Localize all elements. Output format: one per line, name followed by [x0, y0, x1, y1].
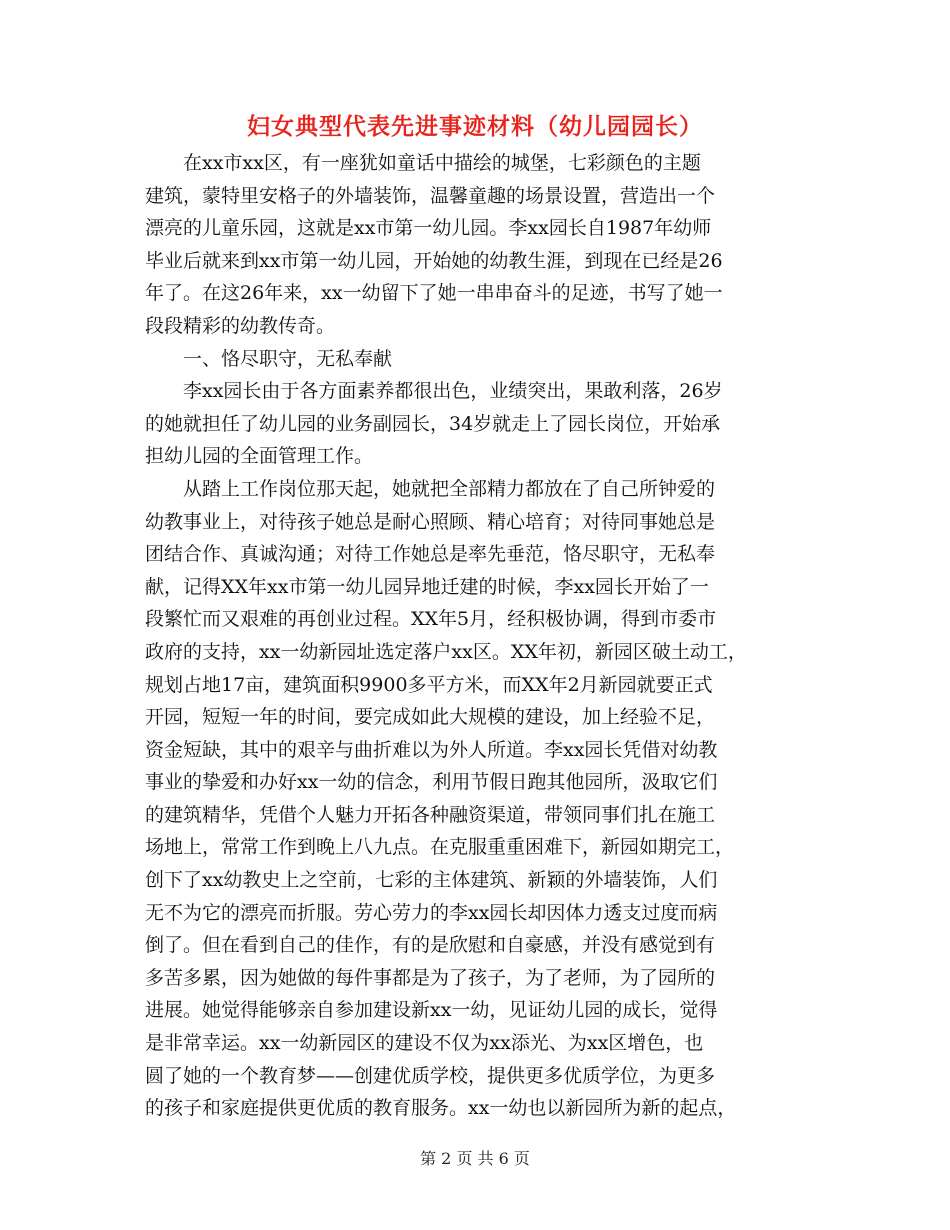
text-line: 年了。在这26年来，xx一幼留下了她一串串奋斗的足迹，书写了她一 [145, 282, 723, 305]
text-line: 规划占地17亩，建筑面积9900多平方米，而XX年2月新园就要正式 [145, 673, 713, 696]
text-line: 是非常幸运。xx一幼新园区的建设不仅为xx添光、为xx区增色，也 [145, 1032, 704, 1055]
text-line: 事业的挚爱和办好xx一幼的信念，利用节假日跑其他园所，汲取它们 [145, 771, 718, 794]
text-line: 场地上，常常工作到晚上八九点。在克服重重困难下，新园如期完工， [145, 836, 735, 859]
text-line: 进展。她觉得能够亲自参加建设新xx一幼，见证幼儿园的成长，觉得 [145, 999, 718, 1022]
page-footer: 第 2 页 共 6 页 [420, 1149, 530, 1168]
text-line: 从踏上工作岗位那天起，她就把全部精力都放在了自己所钟爱的 [183, 477, 716, 500]
text-line: 段段精彩的幼教传奇。 [145, 314, 336, 337]
text-line: 献，记得XX年xx市第一幼儿园异地迁建的时候，李xx园长开始了一 [145, 575, 709, 598]
text-line: 的孩子和家庭提供更优质的教育服务。xx一幼也以新园所为新的起点， [145, 1097, 737, 1120]
text-line: 圆了她的一个教育梦——创建优质学校，提供更多优质学位，为更多 [145, 1064, 716, 1087]
text-line: 李xx园长由于各方面素养都很出色，业绩突出，果敢利落，26岁 [183, 380, 723, 403]
section-heading: 一、恪尽职守，无私奉献 [183, 347, 393, 370]
text-line: 毕业后就来到xx市第一幼儿园，开始她的幼教生涯，到现在已经是26 [145, 249, 723, 272]
text-line: 建筑，蒙特里安格子的外墙装饰，温馨童趣的场景设置，营造出一个 [145, 184, 716, 207]
text-line: 担幼儿园的全面管理工作。 [145, 445, 374, 468]
text-line: 幼教事业上，对待孩子她总是耐心照顾、精心培育；对待同事她总是 [145, 510, 716, 533]
text-line: 倒了。但在看到自己的佳作，有的是欣慰和自豪感，并没有感觉到有 [145, 934, 716, 957]
document-body [145, 147, 825, 1125]
text-line: 开园，短短一年的时间，要完成如此大规模的建设，加上经验不足， [145, 706, 716, 729]
text-line: 多苦多累，因为她做的每件事都是为了孩子，为了老师，为了园所的 [145, 966, 716, 989]
text-line: 资金短缺，其中的艰辛与曲折难以为外人所道。李xx园长凭借对幼教 [145, 738, 718, 761]
document-title: 妇女典型代表先进事迹材料（幼儿园园长） [247, 113, 703, 140]
text-line: 无不为它的漂亮而折服。劳心劳力的李xx园长却因体力透支过度而病 [145, 901, 718, 924]
text-line: 团结合作、真诚沟通；对待工作她总是率先垂范，恪尽职守，无私奉 [145, 543, 716, 566]
text-line: 段繁忙而又艰难的再创业过程。XX年5月，经积极协调，得到市委市 [145, 608, 717, 631]
text-line: 漂亮的儿童乐园，这就是xx市第一幼儿园。李xx园长自1987年幼师 [145, 217, 712, 240]
text-line: 在xx市xx区，有一座犹如童话中描绘的城堡，七彩颜色的主题 [183, 152, 701, 174]
text-line: 创下了xx幼教史上之空前，七彩的主体建筑、新颖的外墙装饰，人们 [145, 869, 718, 892]
text-line: 政府的支持，xx一幼新园址选定落户xx区。XX年初，新园区破土动工， [145, 640, 747, 663]
text-line: 的建筑精华，凭借个人魅力开拓各种融资渠道，带领同事们扎在施工 [145, 803, 716, 826]
text-line: 的她就担任了幼儿园的业务副园长，34岁就走上了园长岗位，开始承 [145, 412, 721, 435]
